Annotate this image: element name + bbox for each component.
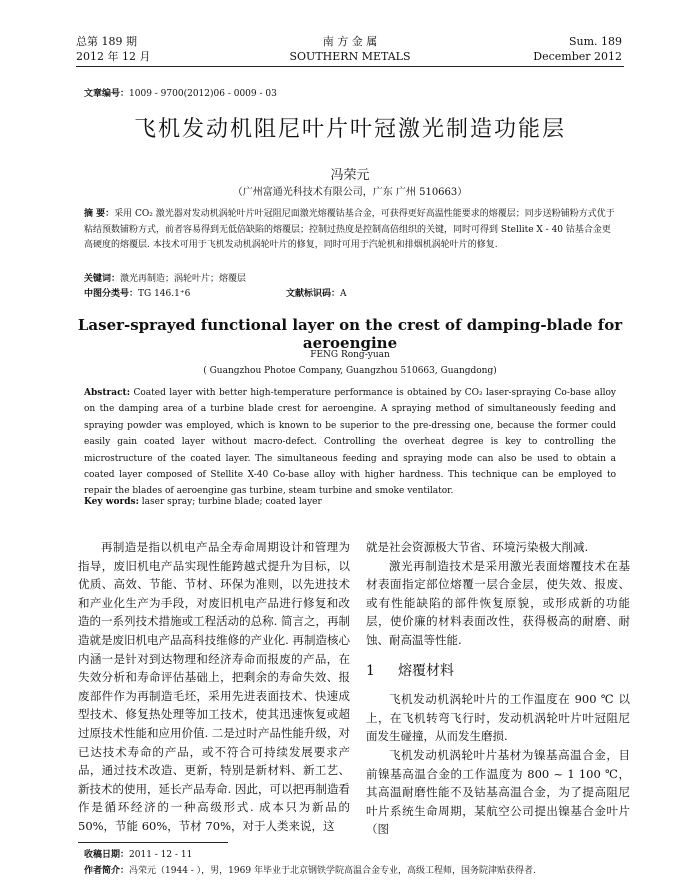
keywords-en-label: Key words: xyxy=(84,497,139,507)
classification-cn xyxy=(84,286,190,299)
issue-date-en: December 2012 xyxy=(533,50,622,63)
body-paragraph: 飞机发动机涡轮叶片基材为镍基高温合金，目前镍基高温合金的工作温度为 800 ~ 1 100 ℃，其高温耐磨性能不及钴基高温合金，为了提高阻尼叶片系统生命周期，某航空公司提出镍基合金叶片（图 xyxy=(366,747,630,837)
body-left-column xyxy=(78,538,350,836)
header-rule xyxy=(76,66,624,67)
footnote-received-value: 2011 - 12 - 11 xyxy=(129,850,193,860)
body-paragraph: 再制造是指以机电产品全寿命周期设计和管理为指导，废旧机电产品实现性能跨越式提升为目标，以优质、高效、节能、节材、环保为准则，以先进技术和产业化生产为手段，对废旧机电产品进行修复和改造的一系列技术措施或工程活动的总称. 简言之，再制造就是废旧机电产品高科技维修的产业化. 再制造核心内涵一是针对到达物理和经济寿命而报废的产品，在失效分析和寿命评估基础上，把剩余的寿命失效、报废部件作为再制造毛坯，采用先进表面技术、快速成型技术、修复热处理等加工技术，使其迅速恢复或超过原技术性能和应用价值. 二是过时产品性能升级，对已达技术寿命的产品，或不符合可持续发展要求产品，通过技术改造、更新，特别是新材料、新工艺、新技术的使用，延长产品寿命. 因此，可以把再制造看作是循环经济的一种高级形式. 成本只为新品的 50%，节能 60%，节材 70%，对于人类来说，这 xyxy=(78,540,350,833)
keywords-en-text: laser spray; turbine blade; coated layer xyxy=(138,497,322,507)
issue-total: 总第 189 期 xyxy=(76,35,137,48)
title-cn: 飞机发动机阻尼叶片叶冠激光制造功能层 xyxy=(133,117,566,142)
keywords-cn-text: 激光再制造；涡轮叶片；熔覆层 xyxy=(120,274,247,284)
body-paragraph: 就是社会资源极大节省、环境污染极大削减. xyxy=(366,540,589,554)
article-number xyxy=(84,86,277,99)
footnote-author xyxy=(84,863,536,876)
section-title: 熔覆材料 xyxy=(398,662,454,679)
abstract-cn-label: 摘 要： xyxy=(84,209,115,219)
section-heading xyxy=(366,662,630,681)
journal-name-cn: 南 方 金 属 xyxy=(322,35,378,48)
author-en: FENG Rong-yuan xyxy=(310,350,390,360)
running-header-left xyxy=(76,34,150,64)
running-header-right xyxy=(533,34,622,64)
footnote-received-label: 收稿日期： xyxy=(84,850,130,860)
abstract-en-text: Coated layer with better high-temperature performance is obtained by CO₂ laser-spraying Co-base alloy on the damping area of a turbine blade crest for aeroengine. A spraying method of simultaneously feeding and spraying powder was employed, which is known to be superior to the pre-dressing one, because the former could easily gain coated layer without macro-defect. Controlling the overheat degree is key to controlling the microstructure of the coated layer. The simultaneous feeding and spraying mode can also be used to obtain a coated layer composed of Stellite X-40 Co-base alloy with higher hardness. This technique can be employed to repair the blades of aeroengine gas turbine, steam turbine and smoke ventilator. xyxy=(84,388,616,497)
article-number-value: 1009 - 9700(2012)06 - 0009 - 03 xyxy=(129,89,277,99)
issue-date-cn: 2012 年 12 月 xyxy=(76,50,151,63)
footnote-author-value: 冯荣元（1944 - ），男，1969 年毕业于北京钢铁学院高温合金专业，高级工程师，国务院津贴获得者. xyxy=(129,866,536,876)
journal-name-en: SOUTHERN METALS xyxy=(289,50,411,63)
document-code-label: 文献标识码： xyxy=(286,289,341,299)
section-number: 1 xyxy=(366,662,375,679)
classification-cn-label: 中图分类号： xyxy=(84,289,139,299)
affiliation-cn: （广州富通光科技术有限公司，广东 广州 510663） xyxy=(232,187,468,198)
affiliation-en: ( Guangzhou Photoe Company, Guangzhou 510663, Guangdong) xyxy=(203,366,497,376)
author-cn: 冯荣元 xyxy=(330,168,370,183)
running-header-center xyxy=(260,34,440,64)
body-right-column xyxy=(366,538,630,839)
article-number-label: 文章编号： xyxy=(84,89,130,99)
keywords-cn-label: 关键词： xyxy=(84,274,121,284)
classification-cn-text: TG 146.1⁺6 xyxy=(138,289,191,299)
document-code xyxy=(286,286,347,299)
footnote-author-label: 作者简介： xyxy=(84,866,130,876)
document-code-text: A xyxy=(340,289,347,299)
footnote-rule xyxy=(78,842,228,843)
body-paragraph: 激光再制造技术是采用激光表面熔覆技术在基材表面指定部位熔覆一层合金层，使失效、报废、或有性能缺陷的部件恢复原貌，或形成新的功能层，使价廉的材料表面改性，获得极高的耐磨、耐蚀、耐高温等性能. xyxy=(366,558,630,647)
issue-sum: Sum. 189 xyxy=(568,35,622,48)
keywords-cn xyxy=(84,271,246,284)
body-paragraph: 飞机发动机涡轮叶片的工作温度在 900 ℃ 以上，在飞机转弯飞行时，发动机涡轮叶片叶冠阻尼面发生碰撞，从而发生磨损. xyxy=(366,692,630,744)
footnote-received xyxy=(84,847,192,860)
abstract-en-label: Abstract: xyxy=(84,388,131,398)
keywords-en xyxy=(84,497,322,507)
abstract-cn-text: 采用 CO₂ 激光器对发动机涡轮叶片叶冠阻尼面激光熔覆钴基合金，可获得更好高温性能要求的熔覆层；同步送粉铺粉方式优于粘结预数铺粉方式，前者容易得到无低倍缺陷的熔覆层；控制过热度是控制高倍组织的关键，同时可得到 Stellite X - 40 钴基合金更高硬度的熔覆层. 本技术可用于飞机发动机涡轮叶片的修复，同时可用于汽轮机和排烟机涡轮叶片的修复. xyxy=(84,209,615,250)
title-en: Laser-sprayed functional layer on the crest of damping-blade for aeroengine xyxy=(77,316,623,352)
abstract-cn xyxy=(84,207,616,254)
abstract-en xyxy=(84,385,616,500)
